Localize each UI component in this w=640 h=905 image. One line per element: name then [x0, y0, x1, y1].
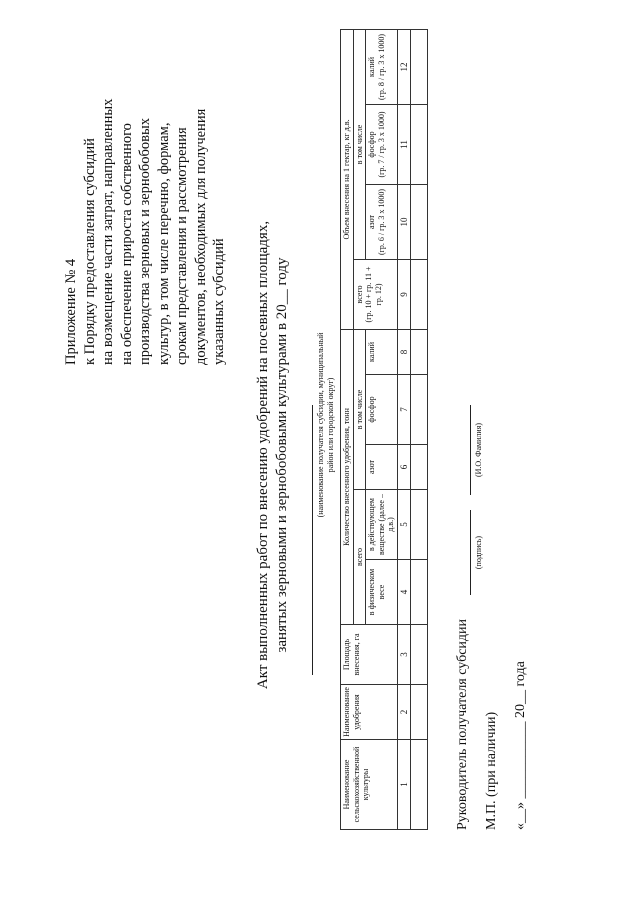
header-active-substance: в действующем веществе (далее – д.в.)	[366, 490, 398, 560]
header-rate-nitrogen-formula: (гр. 6 / гр. 3 х 1000)	[376, 188, 386, 256]
date-line: «__» ___________ 20__ года	[513, 661, 528, 830]
appendix-line: указанных субсидий	[211, 238, 227, 365]
appendix-line: Приложение № 4	[63, 258, 79, 365]
empty-cell	[410, 445, 427, 490]
appendix-line: производства зерновых и зернобобовых	[137, 118, 153, 365]
empty-cell	[410, 184, 427, 259]
recipient-caption-line2: район или городской округ)	[326, 377, 335, 473]
header-crop: Наименование сельскохозяйственной культуры	[341, 740, 398, 830]
appendix-line: к Порядку предоставления субсидий	[81, 138, 98, 365]
column-number: 9	[397, 259, 410, 329]
column-number: 11	[397, 104, 410, 184]
column-number: 4	[397, 560, 410, 625]
header-area: Площадь внесения, га	[341, 625, 398, 685]
empty-cell	[410, 29, 427, 104]
header-rate-phosphorus: фосфор	[367, 131, 376, 158]
header-rate-nitrogen-cell	[366, 184, 398, 259]
column-number: 8	[397, 329, 410, 374]
appendix-line: на возмещение части затрат, направленных	[100, 98, 116, 365]
header-fertilizer: Наименование удобрения	[341, 685, 398, 740]
head-of-recipient-label: Руководитель получателя субсидии	[455, 618, 470, 830]
header-physical-weight: в физическом весе	[366, 560, 398, 625]
column-number: 1	[397, 740, 410, 830]
header-rate-phosphorus-cell	[366, 104, 398, 184]
header-quantity-total: всего	[353, 490, 366, 625]
appendix-line: культур, в том числе перечню, формам,	[155, 122, 172, 365]
appendix-line: срокам представления и рассмотрения	[174, 127, 190, 365]
fertilizer-table	[340, 30, 420, 830]
recipient-underline	[312, 405, 313, 675]
column-number: 6	[397, 445, 410, 490]
header-rate-incl: в том числе	[353, 29, 366, 259]
empty-cell	[410, 560, 427, 625]
empty-cell	[410, 490, 427, 560]
column-number: 12	[397, 29, 410, 104]
empty-cell	[410, 625, 427, 685]
column-number: 3	[397, 625, 410, 685]
appendix-block	[62, 35, 229, 365]
appendix-line: документов, необходимых для получения	[192, 108, 209, 365]
act-title-line2: занятых зерновыми и зернобобовыми культурами в 20__ году	[274, 257, 290, 653]
header-rate-phosphorus-formula: (гр. 7 / гр. 3 х 1000)	[376, 111, 386, 178]
header-quantity: Количество внесенного удобрения, тонн	[341, 329, 354, 624]
column-number-row	[397, 29, 410, 829]
column-number: 10	[397, 184, 410, 259]
recipient-caption-line1: (наименование получателя субсидии, муниципальный	[316, 332, 325, 518]
name-underline	[470, 405, 471, 495]
header-rate-potassium-formula: (гр. 8 / гр. 3 х 1000)	[376, 33, 386, 101]
header-rate-nitrogen: азот	[367, 214, 376, 229]
header-rate-total: всего	[354, 285, 364, 304]
empty-cell	[410, 259, 427, 329]
column-number: 7	[397, 375, 410, 445]
signature-underline	[470, 510, 471, 595]
header-rate-total-cell	[353, 259, 397, 329]
header-nitrogen: азот	[366, 445, 398, 490]
header-rate: Объем внесения на 1 гектар, кг д.в.	[341, 29, 354, 329]
signature-caption: (подпись)	[474, 535, 483, 570]
name-caption: (И.О. Фамилия)	[474, 422, 483, 478]
column-number: 5	[397, 490, 410, 560]
appendix-line: на обеспечение прироста собственного	[118, 123, 135, 365]
header-rate-potassium-cell	[366, 29, 398, 104]
recipient-caption	[316, 275, 336, 575]
empty-cell	[410, 329, 427, 374]
header-phosphorus: фосфор	[366, 375, 398, 445]
empty-cell	[410, 375, 427, 445]
header-rate-potassium: калий	[367, 56, 376, 77]
empty-cell	[410, 685, 427, 740]
seal-label: М.П. (при наличии)	[484, 711, 499, 830]
header-quantity-incl: в том числе	[353, 329, 366, 489]
column-number: 2	[397, 685, 410, 740]
signature-fields	[460, 405, 500, 595]
header-potassium: калий	[366, 329, 398, 374]
empty-cell	[410, 740, 427, 830]
header-rate-sum-formula: (гр. 10 + гр. 11 + гр. 12)	[364, 266, 383, 323]
empty-cell	[410, 104, 427, 184]
act-title-line1: Акт выполненных работ по внесению удобрений на посевных площадях,	[255, 220, 271, 690]
table-row	[410, 29, 427, 829]
